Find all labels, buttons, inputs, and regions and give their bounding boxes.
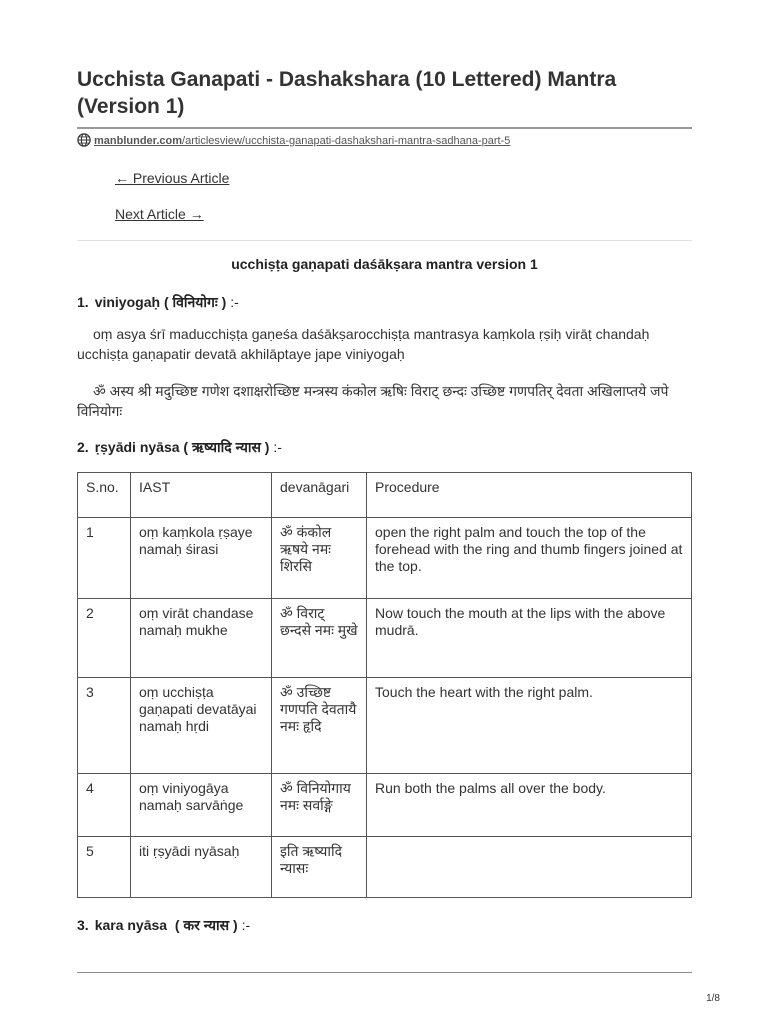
heading-label: viniyogaḥ [94,294,161,310]
title-divider [77,127,692,129]
viniyoga-iast-text: oṃ asya śrī maducchiṣṭa gaṇeśa daśākṣarocchiṣṭa mantrasya kaṃkola ṛṣiḥ virāṭ chandaḥ ucchiṣṭa gaṇapatir devatā akhilāptaye jape viniyogaḥ [77,326,650,362]
table-row [78,678,692,774]
cell-procedure: open the right palm and touch the top of the forehead with the ring and thumb fingers joined at the top. [367,518,692,599]
table-row [78,774,692,837]
heading-number: 1. [77,294,89,310]
cell-iast: oṃ virāt chandase namaḥ mukhe [131,599,272,678]
header-devanagari: devanāgari [272,473,367,518]
heading-label: kara nyāsa [94,917,168,933]
cell-devanagari: ॐ उच्छिष्ट गणपति देवतायै नमः हृदि [272,678,367,774]
rsyadi-nyasa-heading [77,438,282,457]
header-procedure: Procedure [367,473,692,518]
cell-devanagari: इति ऋष्यादि न्यासः [272,837,367,898]
heading-suffix: :- [241,917,251,933]
heading-label: ṛṣyādi nyāsa [94,439,180,455]
heading-devanagari: ( विनियोगः ) [163,294,227,310]
heading-suffix: :- [230,294,239,310]
table-header-row [78,473,692,518]
cell-procedure: Now touch the mouth at the lips with the above mudrā. [367,599,692,678]
cell-sno: 1 [78,518,131,599]
cell-iast: oṃ ucchiṣṭa gaṇapati devatāyai namaḥ hṛdi [131,678,272,774]
source-url[interactable] [77,133,510,147]
table-row [78,837,692,898]
cell-iast: oṃ viniyogāya namaḥ sarvāṅge [131,774,272,837]
header-iast: IAST [131,473,272,518]
kara-nyasa-heading [77,916,250,935]
heading-suffix: :- [273,439,282,455]
cell-devanagari: ॐ विराट् छन्दसे नमः मुखे [272,599,367,678]
heading-number: 2. [77,439,89,455]
cell-procedure: Touch the heart with the right palm. [367,678,692,774]
cell-sno: 3 [78,678,131,774]
viniyoga-devanagari-text: ॐ अस्य श्री मदुच्छिष्ट गणेश दशाक्षरोच्छिष्ट मन्त्रस्य कंकोल ऋषिः विराट् छन्दः उच्छिष्ट गणपतिर् देवता अखिलाप्तये जपे विनियोगः [77,383,669,419]
content-divider [77,240,692,241]
heading-number: 3. [77,917,89,933]
cell-devanagari: ॐ कंकोल ऋषये नमः शिरसि [272,518,367,599]
cell-sno: 5 [78,837,131,898]
viniyoga-heading [77,293,239,312]
cell-iast: oṃ kaṃkola ṛṣaye namaḥ śirasi [131,518,272,599]
table-row [78,518,692,599]
page-indicator: 1/8 [706,993,720,1004]
section-title: ucchiṣṭa gaṇapati daśākṣara mantra version 1 [231,256,538,272]
cell-sno: 4 [78,774,131,837]
footer-divider [77,972,692,973]
previous-article-link[interactable]: ← Previous Article [115,170,230,186]
next-article-link[interactable]: Next Article → [115,206,204,222]
table-row [78,599,692,678]
source-domain[interactable]: manblunder.com [94,135,183,147]
cell-devanagari: ॐ विनियोगाय नमः सर्वाङ्गे [272,774,367,837]
cell-procedure: Run both the palms all over the body. [367,774,692,837]
rsyadi-nyasa-table [77,472,692,898]
heading-devanagari: ( कर न्यास ) [174,917,238,933]
source-path[interactable]: /articlesview/ucchista-ganapati-dashakshari-mantra-sadhana-part-5 [182,135,511,147]
cell-iast: iti ṛṣyādi nyāsaḥ [131,837,272,898]
header-sno: S.no. [78,473,131,518]
globe-icon [77,133,91,147]
cell-procedure [367,837,692,898]
cell-sno: 2 [78,599,131,678]
heading-devanagari: ( ऋष्यादि न्यास ) [183,439,270,455]
page-title: Ucchista Ganapati - Dashakshara (10 Lettered) Mantra (Version 1) [77,68,617,118]
